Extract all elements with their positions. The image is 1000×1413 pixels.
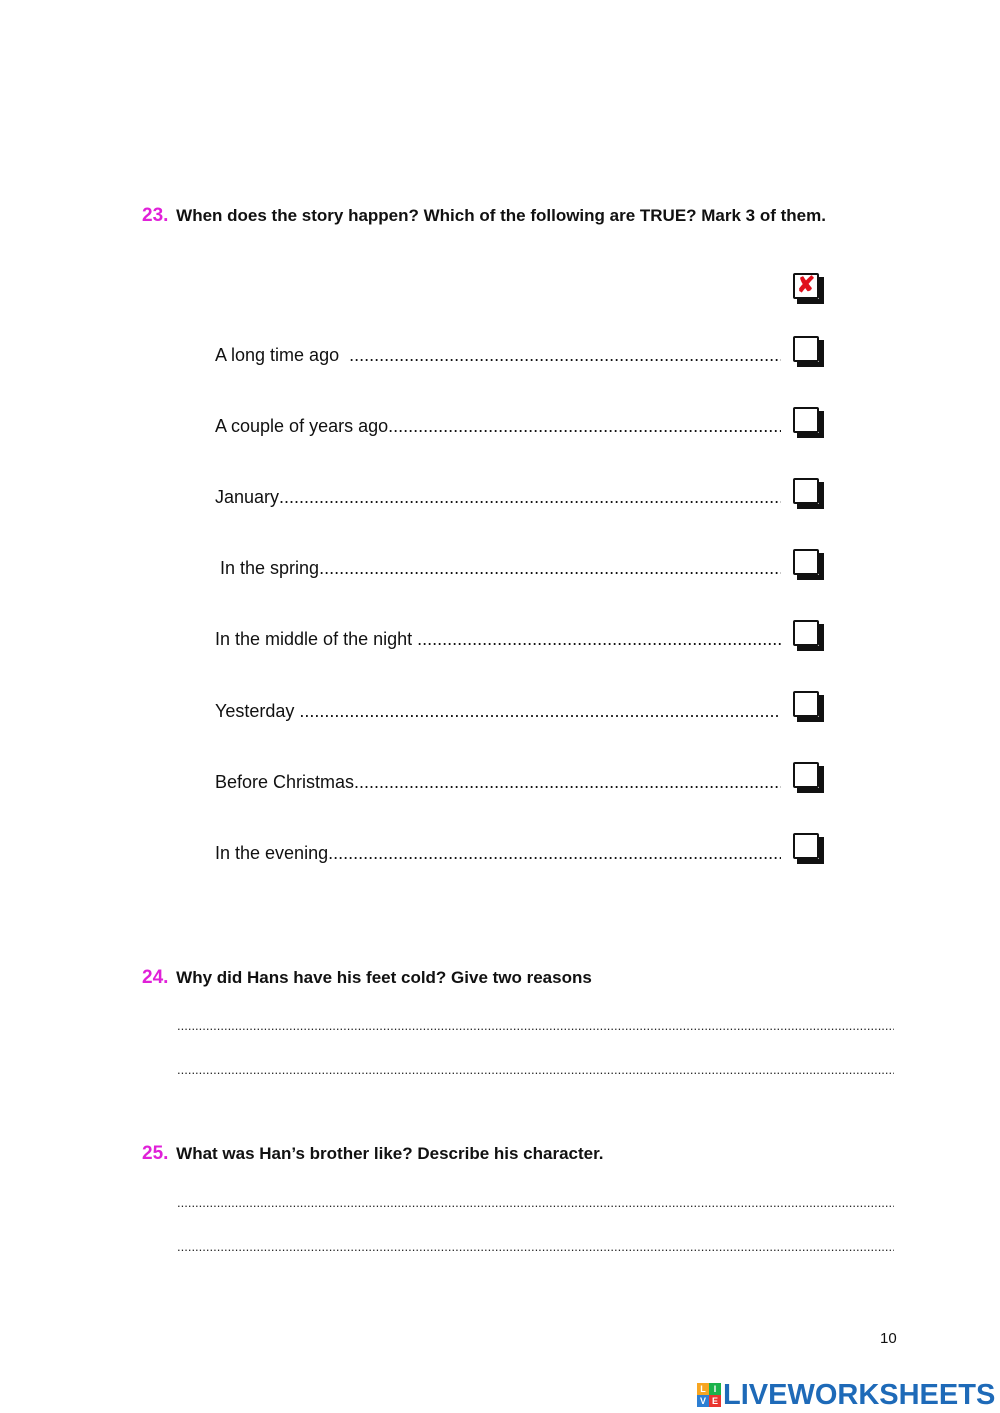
answer-line[interactable] (177, 1018, 894, 1032)
option-checkbox[interactable] (793, 407, 823, 437)
dot-leader (328, 843, 781, 864)
option-checkbox[interactable] (793, 336, 823, 366)
option-row (215, 480, 781, 508)
dot-leader (417, 629, 781, 650)
red-cross-mark-icon: ✘ (796, 272, 816, 297)
option-row (215, 694, 781, 722)
dot-leader (279, 487, 781, 508)
option-checkbox[interactable] (793, 478, 823, 508)
question-24-heading (142, 967, 592, 989)
question-23-heading (142, 205, 826, 227)
option-checkbox[interactable] (793, 549, 823, 579)
option-checkbox[interactable] (793, 691, 823, 721)
answer-line[interactable] (177, 1062, 894, 1076)
dot-leader (299, 701, 781, 722)
option-label: Before Christmas (215, 772, 355, 792)
answer-line[interactable] (177, 1195, 894, 1209)
option-row (215, 622, 781, 650)
question-text: What was Han’s brother like? Describe his character. (176, 1144, 604, 1163)
option-label: January (215, 487, 280, 507)
logo-letter: V (697, 1395, 709, 1407)
option-row (215, 551, 781, 579)
option-checkbox[interactable] (793, 833, 823, 863)
option-label: A long time ago (215, 345, 350, 365)
option-row (215, 409, 781, 437)
logo-letter: L (697, 1383, 709, 1395)
legend-checkbox-example (793, 273, 823, 303)
liveworksheets-logo-icon (697, 1383, 721, 1407)
dot-leader (349, 345, 781, 366)
option-label: Yesterday (215, 701, 300, 721)
option-row (215, 338, 781, 366)
option-checkbox[interactable] (793, 762, 823, 792)
logo-letter: E (709, 1395, 721, 1407)
option-label: In the spring (215, 558, 320, 578)
checkbox-shadow (797, 299, 824, 304)
option-row (215, 765, 781, 793)
brand-name: LIVEWORKSHEETS (723, 1378, 996, 1411)
option-row (215, 836, 781, 864)
question-25-heading (142, 1143, 604, 1165)
question-number: 23. (142, 205, 169, 226)
option-label: In the middle of the night (215, 629, 418, 649)
dot-leader (354, 772, 781, 793)
question-number: 24. (142, 967, 169, 988)
liveworksheets-brand (697, 1378, 995, 1412)
page-number: 10 (880, 1330, 897, 1347)
option-checkbox[interactable] (793, 620, 823, 650)
option-label: In the evening (215, 843, 329, 863)
logo-letter: I (709, 1383, 721, 1395)
dot-leader (319, 558, 781, 579)
option-label: A couple of years ago (215, 416, 389, 436)
answer-line[interactable] (177, 1239, 894, 1253)
question-text: Why did Hans have his feet cold? Give two reasons (176, 968, 592, 987)
dot-leader (388, 416, 781, 437)
question-text: When does the story happen? Which of the following are TRUE? Mark 3 of them. (176, 206, 826, 225)
question-number: 25. (142, 1143, 169, 1164)
